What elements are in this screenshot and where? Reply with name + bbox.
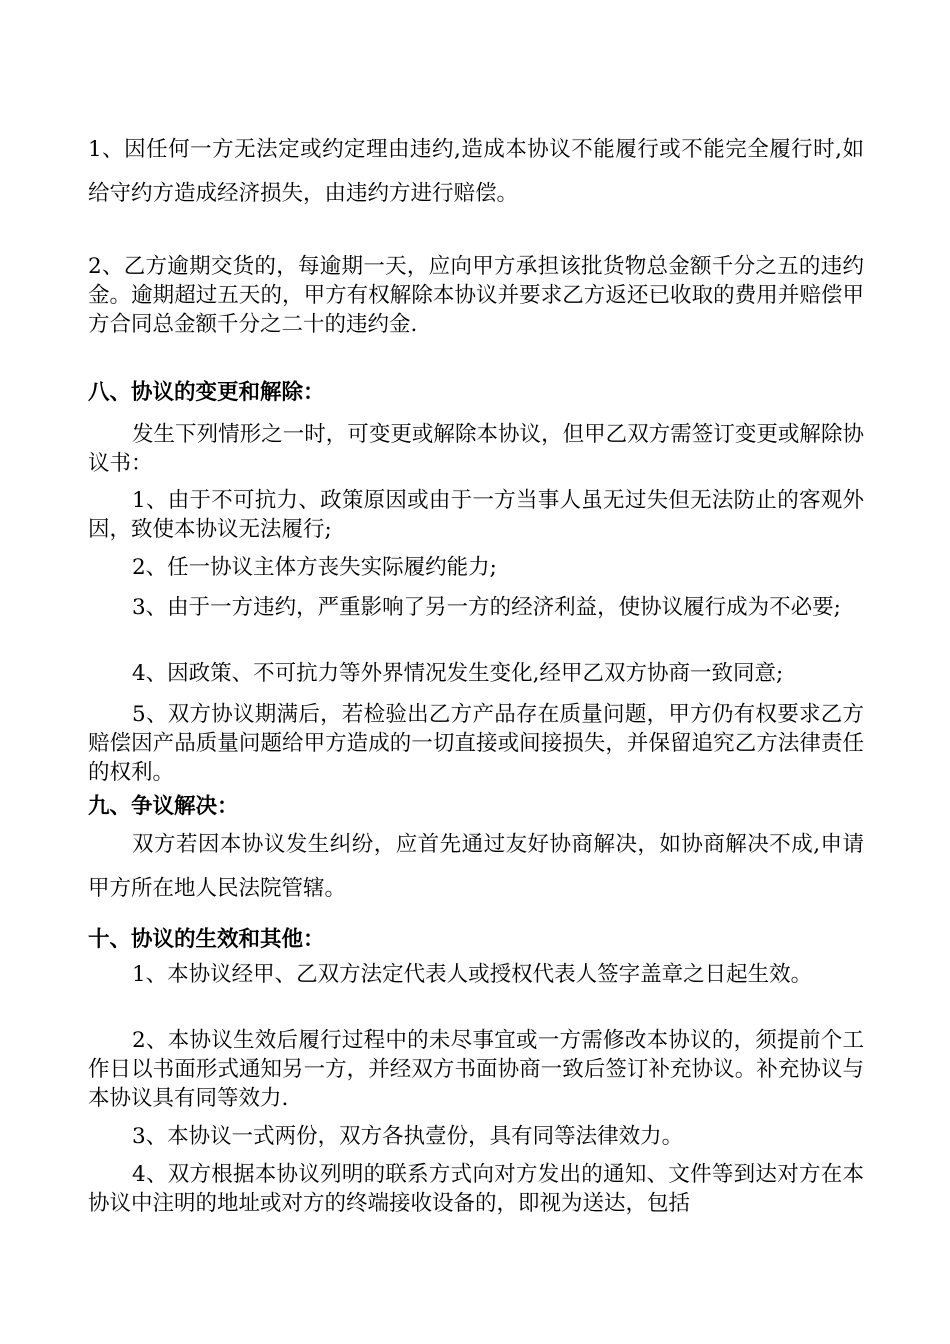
section-heading-dispute: 九、争议解决： — [88, 794, 239, 819]
amendment-item-1: 1、由于不可抗力、政策原因或由于一方当事人虽无过失但无法防止的客观外因，致使本协议无法履行; — [88, 488, 864, 542]
section-heading-amendment: 八、协议的变更和解除： — [88, 380, 325, 405]
amendment-item-2: 2、任一协议主体方丧失实际履约能力; — [132, 555, 497, 580]
effect-item-2: 2、本协议生效后履行过程中的未尽事宜或一方需修改本协议的，须提前个工作日以书面形式通知另一方，并经双方书面协商一致后签订补充协议。补充协议与本协议具有同等效力. — [88, 1028, 864, 1111]
effect-item-1: 1、本协议经甲、乙双方法定代表人或授权代表人签字盖章之日起生效。 — [132, 962, 813, 987]
amendment-intro: 发生下列情形之一时，可变更或解除本协议，但甲乙双方需签订变更或解除协议书： — [88, 422, 864, 476]
breach-clause-1: 1、因任何一方无法定或约定理由违约,造成本协议不能履行或不能完全履行时,如给守约方造成经济损失，由违约方进行赔偿。 — [88, 137, 864, 206]
amendment-item-5: 5、双方协议期满后，若检验出乙方产品存在质量问题，甲方仍有权要求乙方赔偿因产品质量问题给甲方造成的一切直接或间接损失，并保留追究乙方法律责任的权利。 — [88, 702, 864, 785]
section-heading-effect: 十、协议的生效和其他： — [88, 927, 325, 952]
amendment-item-3: 3、由于一方违约，严重影响了另一方的经济利益，使协议履行成为不必要; — [132, 595, 841, 620]
effect-item-3: 3、本协议一式两份，双方各执壹份，具有同等法律效力。 — [132, 1124, 684, 1149]
dispute-body: 双方若因本协议发生纠纷，应首先通过友好协商解决，如协商解决不成,申请甲方所在地人民法院管辖。 — [88, 832, 864, 901]
breach-clause-2: 2、乙方逾期交货的，每逾期一天，应向甲方承担该批货物总金额千分之五的违约金。逾期超过五天的，甲方有权解除本协议并要求乙方返还已收取的费用并赔偿甲方合同总金额千分之二十的违约金. — [88, 254, 864, 337]
amendment-item-4: 4、因政策、不可抗力等外界情况发生变化,经甲乙双方协商一致同意; — [132, 661, 784, 686]
effect-item-4: 4、双方根据本协议列明的联系方式向对方发出的通知、文件等到达对方在本协议中注明的地址或对方的终端接收设备的，即视为送达，包括 — [88, 1162, 864, 1216]
